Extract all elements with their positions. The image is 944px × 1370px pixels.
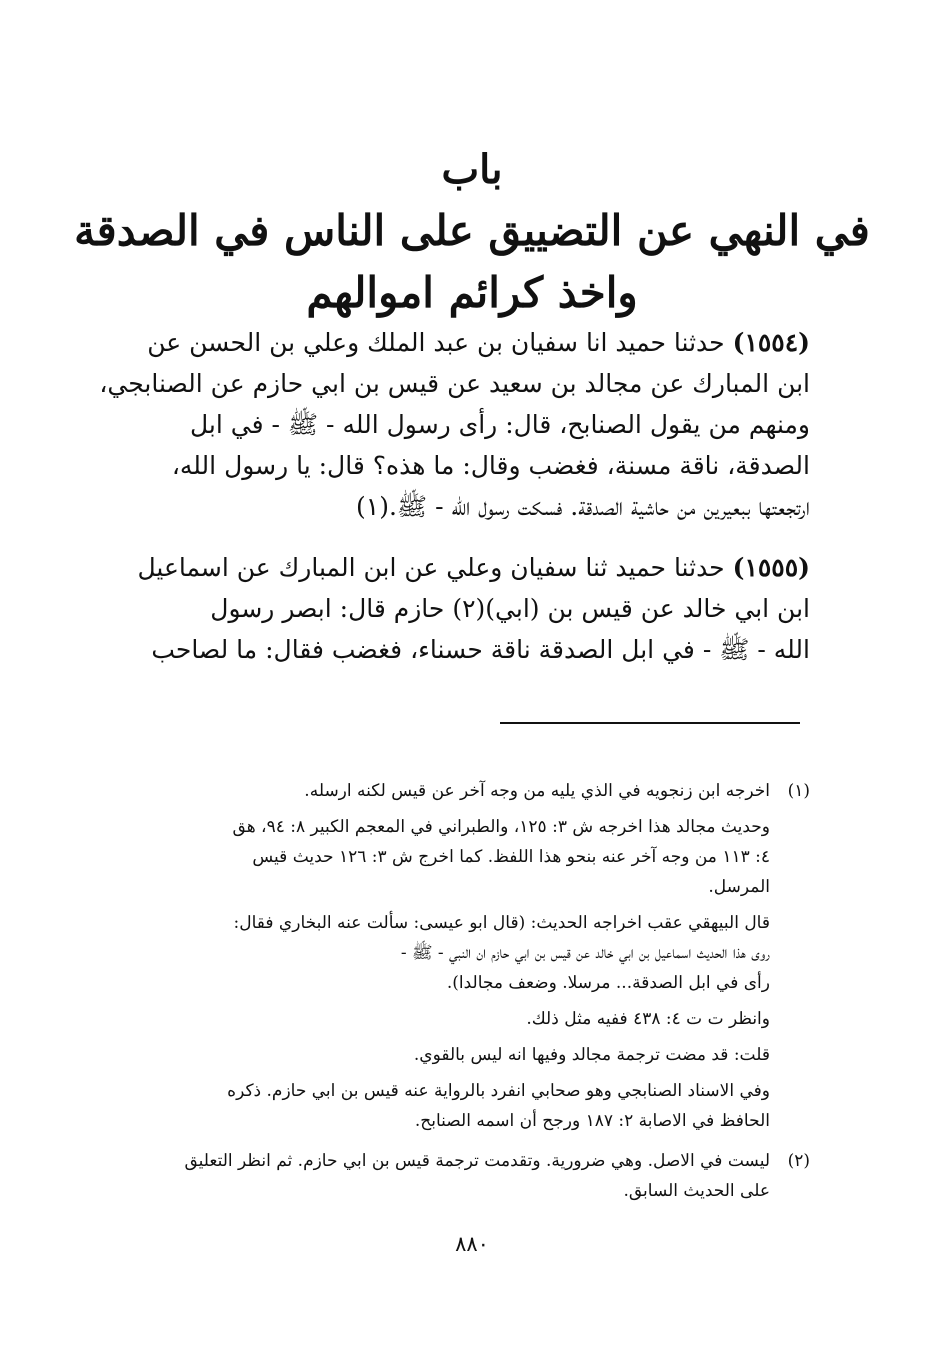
chapter-title-line: في النهي عن التضييق على الناس في الصدقة xyxy=(74,206,870,255)
footnote-line: قلت: قد مضت ترجمة مجالد وفيها انه ليس بالقوي. xyxy=(413,1045,770,1065)
hadith-line: الصدقة، ناقة مسنة، فغضب وقال: ما هذه؟ قال: يا رسول الله، xyxy=(171,451,810,480)
chapter-label: باب xyxy=(441,146,503,193)
footnote-body xyxy=(130,776,770,1142)
footnote-line: على الحديث السابق. xyxy=(623,1181,770,1201)
footnote-line: ٤: ١١٣ من وجه آخر عنه بنحو هذا اللفظ. كما اخرج ش ٣: ١٢٦ حديث قيس xyxy=(252,847,770,867)
footnote-paragraph xyxy=(130,1004,770,1034)
footnote-1 xyxy=(130,776,810,1142)
footnote-paragraph xyxy=(130,1146,770,1206)
footnote-paragraph xyxy=(130,1076,770,1136)
chapter-title-line: واخذ كرائم اموالهم xyxy=(306,268,638,317)
page-number: ٨٨٠ xyxy=(455,1232,489,1256)
footnote-line: رأى في ابل الصدقة... مرسلا. وضعف مجالدا). xyxy=(446,973,770,993)
hadith-line xyxy=(130,322,810,363)
footnote-marker: (٢) xyxy=(787,1151,810,1171)
footnote-line: اخرجه ابن زنجويه في الذي يليه من وجه آخر عن قيس لكنه ارسله. xyxy=(304,781,770,801)
hadith-1554 xyxy=(99,322,810,527)
hadith-line: ارتجعتها ببعيرين من حاشية الصدقة. فسكت رسول الله - ﷺ.(١) xyxy=(356,492,810,521)
hadith-line: ومنهم من يقول الصنابح، قال: رأى رسول الله - ﷺ - في ابل xyxy=(189,410,810,439)
footnote-paragraph xyxy=(130,776,770,806)
hadith-number: (١٥٥٥) xyxy=(732,553,810,582)
footnote-line: المرسل. xyxy=(708,877,770,897)
footnote-body xyxy=(130,1146,770,1212)
hadith-1555 xyxy=(130,547,810,670)
hadith-text: حدثنا حميد ثنا سفيان وعلي عن ابن المبارك عن اسماعيل xyxy=(137,553,725,582)
footnote-paragraph xyxy=(130,812,770,902)
footnote-line: وانظر ت ت ٤: ٤٣٨ ففيه مثل ذلك. xyxy=(526,1009,770,1029)
footnote-line: روى هذا الحديث اسماعيل بن ابي خالد عن قيس بن ابي حازم ان النبي - ﷺ - xyxy=(400,943,770,963)
main-text xyxy=(99,322,810,690)
hadith-text: حدثنا حميد انا سفيان بن عبد الملك وعلي بن الحسن عن xyxy=(147,328,725,357)
hadith-line: ابن المبارك عن مجالد بن سعيد عن قيس بن ابي حازم عن الصنابجي، xyxy=(99,369,810,398)
footnote-paragraph xyxy=(130,1040,770,1070)
footnote-line: ليست في الاصل. وهي ضرورية. وتقدمت ترجمة قيس بن ابي حازم. ثم انظر التعليق xyxy=(184,1151,770,1171)
footnote-marker: (١) xyxy=(787,781,810,801)
footnote-line: وفي الاسناد الصنابجي وهو صحابي انفرد بالرواية عنه قيس بن ابي حازم. ذكره xyxy=(227,1081,770,1101)
footnote-paragraph xyxy=(130,908,770,998)
chapter-header xyxy=(0,140,944,324)
hadith-line: الله - ﷺ - في ابل الصدقة ناقة حسناء، فغضب فقال: ما لصاحب xyxy=(151,635,810,664)
footnotes xyxy=(130,776,810,1216)
footnote-line: الحافظ في الاصابة ٢: ١٨٧ ورجح أن اسمه الصنابح. xyxy=(414,1111,770,1131)
hadith-line: ابن ابي خالد عن قيس بن (ابي)(٢) حازم قال: ابصر رسول xyxy=(210,594,810,623)
footnote-line: قال البيهقي عقب اخراجه الحديث: (قال ابو عيسى: سألت عنه البخاري فقال: xyxy=(233,913,770,933)
footnote-line: وحديث مجالد هذا اخرجه ش ٣: ١٢٥، والطبراني في المعجم الكبير ٨: ٩٤، هق xyxy=(232,817,770,837)
hadith-line xyxy=(130,547,810,588)
footnote-divider xyxy=(500,722,800,724)
hadith-number: (١٥٥٤) xyxy=(732,328,810,357)
footnote-2 xyxy=(130,1146,810,1212)
